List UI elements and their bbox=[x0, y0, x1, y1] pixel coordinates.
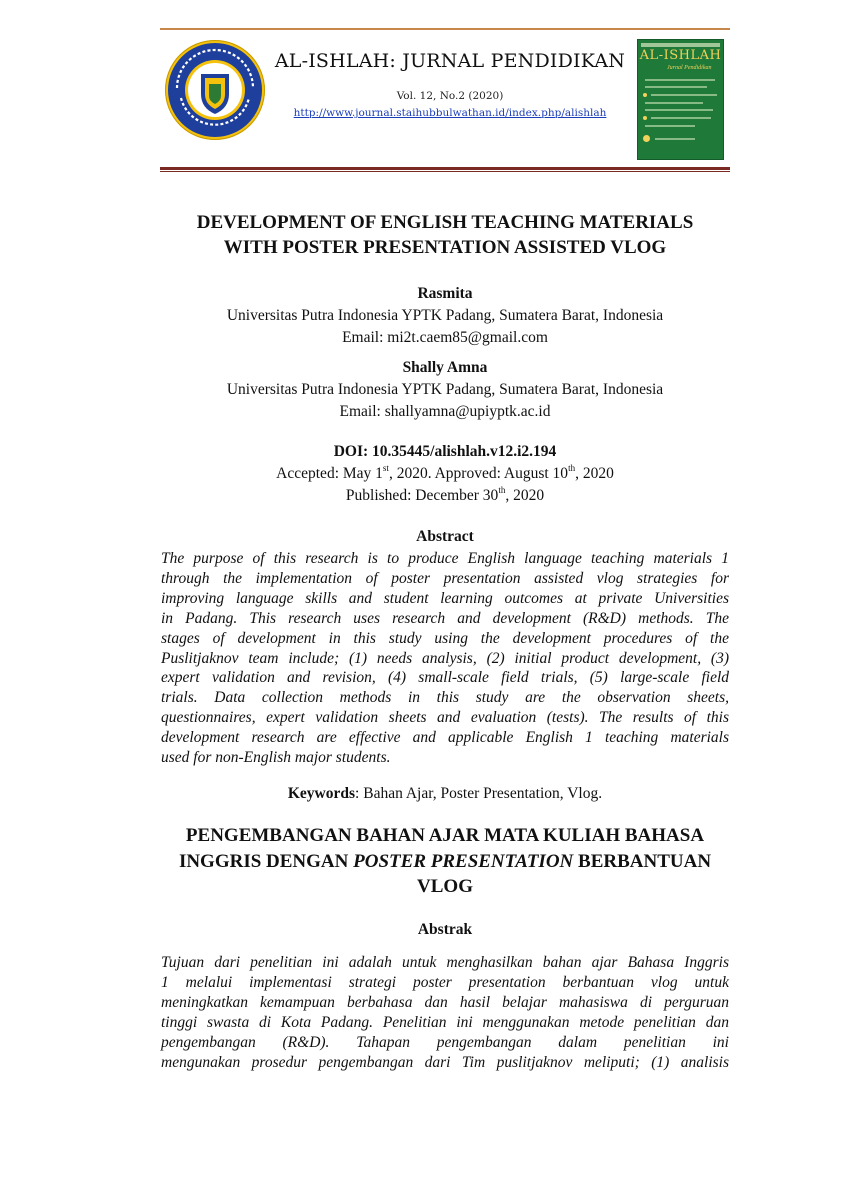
keywords bbox=[161, 785, 729, 803]
abstract-line: through the implementation of poster presentation assisted vlog strategies for bbox=[161, 569, 729, 587]
abstract-line: mengunakan prosedur pengembangan dari Tim puslitjaknov meliputi; (1) analisis bbox=[161, 1053, 729, 1071]
journal-cover-thumbnail bbox=[637, 39, 724, 160]
author-block-1 bbox=[161, 283, 729, 349]
journal-url-link[interactable]: http://www.journal.staihubbulwathan.id/index.php/alishlah bbox=[293, 107, 607, 119]
author-name: Rasmita bbox=[417, 285, 473, 302]
abstract-line: 1 melalui implementasi strategi poster presentation berbantuan vlog untuk bbox=[161, 973, 729, 991]
abstract-line: in Padang. This research uses research and development (R&D) methods. The bbox=[161, 609, 729, 627]
author-block-2 bbox=[161, 357, 729, 423]
abstrak-body bbox=[161, 953, 729, 1072]
abstract-line: expert validation and revision, (4) small-scale field trials, (5) large-scale field bbox=[161, 669, 729, 687]
header-rule-bottom-thin bbox=[160, 171, 730, 172]
journal-volume: Vol. 12, No.2 (2020) bbox=[396, 90, 504, 102]
keywords-list: : Bahan Ajar, Poster Presentation, Vlog. bbox=[355, 785, 603, 802]
paper-title-indonesian bbox=[161, 823, 729, 900]
abstract-line: Tujuan dari penelitian ini adalah untuk menghasilkan bahan ajar Bahasa Inggris bbox=[161, 954, 729, 971]
abstract-heading: Abstract bbox=[416, 528, 474, 545]
accepted-approved-dates: Accepted: May 1st, 2020. Approved: August 10th, 2020 bbox=[276, 462, 614, 482]
author-affiliation: Universitas Putra Indonesia YPTK Padang, Sumatera Barat, Indonesia bbox=[226, 307, 664, 324]
abstrak-heading: Abstrak bbox=[417, 921, 473, 938]
abstract-line: development research are effective and applicable English 1 teaching materials bbox=[161, 729, 729, 747]
title-id-line-1: PENGEMBANGAN BAHAN AJAR MATA KULIAH BAHASA bbox=[185, 825, 705, 846]
college-seal-icon bbox=[163, 38, 267, 142]
abstract-line: improving language skills and student learning outcomes at private Universities bbox=[161, 589, 729, 607]
header-rule-bottom bbox=[160, 167, 730, 170]
journal-title: AL-ISHLAH: JURNAL PENDIDIKAN bbox=[274, 50, 626, 72]
abstract-line: stages of development in this study using the development procedures of the bbox=[161, 629, 729, 647]
cover-title: AL-ISHLAH bbox=[639, 48, 722, 63]
abstract-line: The purpose of this research is to produce English language teaching materials 1 bbox=[161, 550, 729, 567]
paper-title-line-2: WITH POSTER PRESENTATION ASSISTED VLOG bbox=[223, 237, 667, 258]
journal-header bbox=[160, 28, 730, 173]
abstract-line: used for non-English major students. bbox=[161, 749, 391, 767]
abstract-body bbox=[161, 549, 729, 768]
author-email: Email: shallyamna@upiyptk.ac.id bbox=[339, 403, 551, 420]
author-affiliation: Universitas Putra Indonesia YPTK Padang, Sumatera Barat, Indonesia bbox=[226, 381, 664, 398]
title-id-line-3: VLOG bbox=[417, 876, 473, 897]
abstract-line: trials. Data collection methods in this study are the observation sheets, bbox=[161, 689, 729, 707]
keywords-label: Keywords bbox=[287, 785, 356, 802]
doi: DOI: 10.35445/alishlah.v12.i2.194 bbox=[333, 443, 557, 460]
abstract-line: pengembangan (R&D). Tahapan pengembangan dalam penelitian ini bbox=[161, 1033, 729, 1051]
paper-title-line-1: DEVELOPMENT OF ENGLISH TEACHING MATERIALS bbox=[196, 212, 694, 233]
title-id-line-2: INGGRIS DENGAN POSTER PRESENTATION BERBANTUAN bbox=[178, 850, 712, 872]
published-date: Published: December 30th, 2020 bbox=[345, 484, 545, 504]
doi-and-dates bbox=[161, 441, 729, 507]
author-name: Shally Amna bbox=[402, 359, 488, 376]
header-rule-top bbox=[160, 28, 730, 30]
author-email: Email: mi2t.caem85@gmail.com bbox=[342, 329, 548, 346]
abstract-line: meningkatkan kemampuan berbahasa dan hasil belajar mahasiswa di perguruan bbox=[161, 993, 729, 1011]
abstract-line: questionnaires, expert validation sheets and evaluation (tests). The results of this bbox=[161, 709, 729, 727]
paper-title bbox=[161, 210, 729, 260]
cover-subtitle: Jurnal Pendidikan bbox=[667, 65, 712, 71]
abstract-line: tinggi swasta di Kota Padang. Penelitian ini menggunakan metode penelitian dan bbox=[161, 1013, 729, 1031]
abstract-line: Puslitjaknov team include; (1) needs analysis, (2) initial product development, (3) bbox=[161, 649, 729, 667]
